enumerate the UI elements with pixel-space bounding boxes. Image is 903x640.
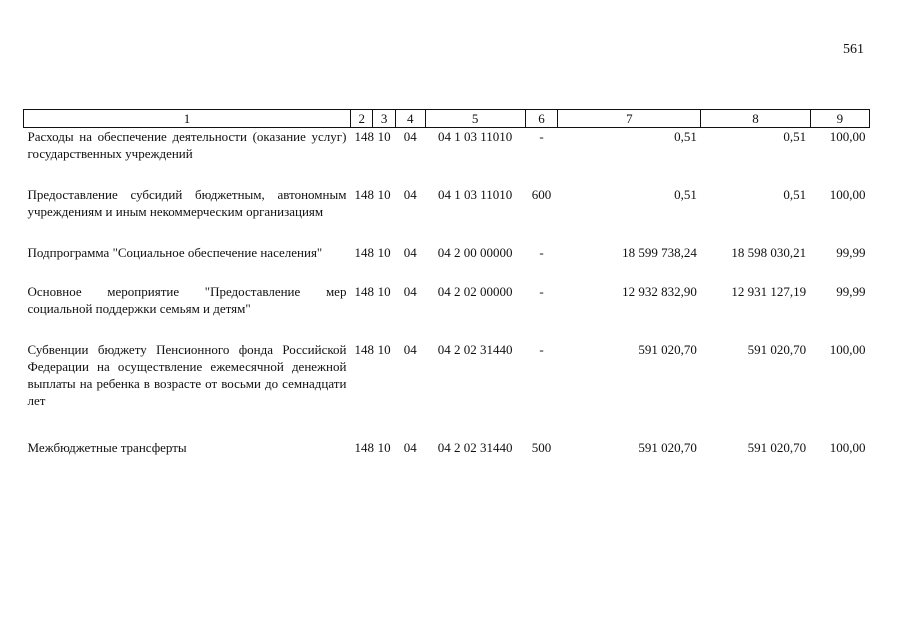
cell-subsection: 04 [403, 244, 417, 260]
cell-section: 10 [377, 129, 391, 144]
column-header-7: 7 [558, 110, 701, 128]
cell-admin-code: 148 [354, 283, 374, 299]
cell-executed: 0,51 [783, 186, 807, 202]
cell-subsection: 04 [403, 439, 417, 455]
column-header-6: 6 [525, 110, 558, 128]
cell-expense-type: 500 [531, 439, 552, 455]
cell-executed: 591 020,70 [747, 439, 807, 455]
row-description: Расходы на обеспечение деятельности (оказание услуг) государственных учреждений [27, 129, 347, 161]
cell-expense-type: 600 [531, 186, 552, 202]
table-row [24, 283, 870, 341]
cell-executed: 0,51 [783, 129, 807, 144]
cell-percent: 100,00 [829, 186, 866, 202]
cell-planned: 18 599 738,24 [622, 244, 697, 260]
cell-planned: 591 020,70 [638, 439, 697, 455]
table-row [24, 341, 870, 439]
cell-target-article: 04 2 00 00000 [437, 244, 513, 260]
cell-target-article: 04 2 02 31440 [437, 341, 513, 357]
budget-table [23, 109, 870, 459]
column-header-3: 3 [373, 110, 395, 128]
cell-planned: 591 020,70 [638, 341, 697, 357]
page-number: 561 [843, 42, 864, 57]
cell-expense-type: - [539, 129, 544, 144]
row-description: Межбюджетные трансферты [27, 439, 187, 455]
cell-planned: 0,51 [674, 186, 697, 202]
cell-subsection: 04 [403, 283, 417, 299]
cell-executed: 12 931 127,19 [731, 283, 807, 299]
table-row [24, 244, 870, 283]
cell-target-article: 04 1 03 11010 [437, 129, 513, 144]
cell-section: 10 [377, 439, 391, 455]
row-description: Субвенции бюджету Пенсионного фонда Российской Федерации на осуществление ежемесячной денежной выплаты на ребенка в возрасте от восьми до семнадцати лет [27, 341, 347, 408]
row-description: Подпрограмма "Социальное обеспечение населения" [27, 244, 323, 260]
column-header-9: 9 [810, 110, 869, 128]
column-header-5: 5 [425, 110, 525, 128]
cell-admin-code: 148 [354, 439, 374, 455]
row-description: Предоставление субсидий бюджетным, автономным учреждениям и иным некоммерческим организациям [27, 186, 347, 219]
table-row [24, 128, 870, 186]
cell-subsection: 04 [403, 341, 417, 357]
cell-expense-type: - [539, 283, 544, 299]
cell-admin-code: 148 [354, 129, 374, 144]
cell-section: 10 [377, 341, 391, 357]
cell-section: 10 [377, 283, 391, 299]
cell-admin-code: 148 [354, 244, 374, 260]
cell-admin-code: 148 [354, 341, 374, 357]
table-row [24, 439, 870, 459]
cell-section: 10 [377, 244, 391, 260]
cell-planned: 0,51 [674, 129, 697, 144]
cell-section: 10 [377, 186, 391, 202]
cell-target-article: 04 2 02 31440 [437, 439, 513, 455]
cell-executed: 18 598 030,21 [731, 244, 807, 260]
header-row [24, 110, 870, 128]
cell-expense-type: - [539, 341, 544, 357]
cell-expense-type: - [539, 244, 544, 260]
column-header-8: 8 [701, 110, 810, 128]
cell-subsection: 04 [403, 186, 417, 202]
column-header-4: 4 [395, 110, 425, 128]
column-header-1: 1 [24, 110, 351, 128]
row-description: Основное мероприятие "Предоставление мер социальной поддержки семьям и детям" [27, 283, 347, 316]
cell-target-article: 04 2 02 00000 [437, 283, 513, 299]
cell-percent: 99,99 [836, 244, 866, 260]
cell-subsection: 04 [403, 129, 417, 144]
cell-percent: 100,00 [829, 129, 866, 144]
cell-target-article: 04 1 03 11010 [437, 186, 513, 202]
cell-executed: 591 020,70 [747, 341, 807, 357]
cell-percent: 100,00 [829, 439, 866, 455]
column-header-2: 2 [350, 110, 372, 128]
cell-planned: 12 932 832,90 [622, 283, 697, 299]
cell-percent: 100,00 [829, 341, 866, 357]
cell-admin-code: 148 [354, 186, 374, 202]
table-row [24, 186, 870, 244]
cell-percent: 99,99 [836, 283, 866, 299]
